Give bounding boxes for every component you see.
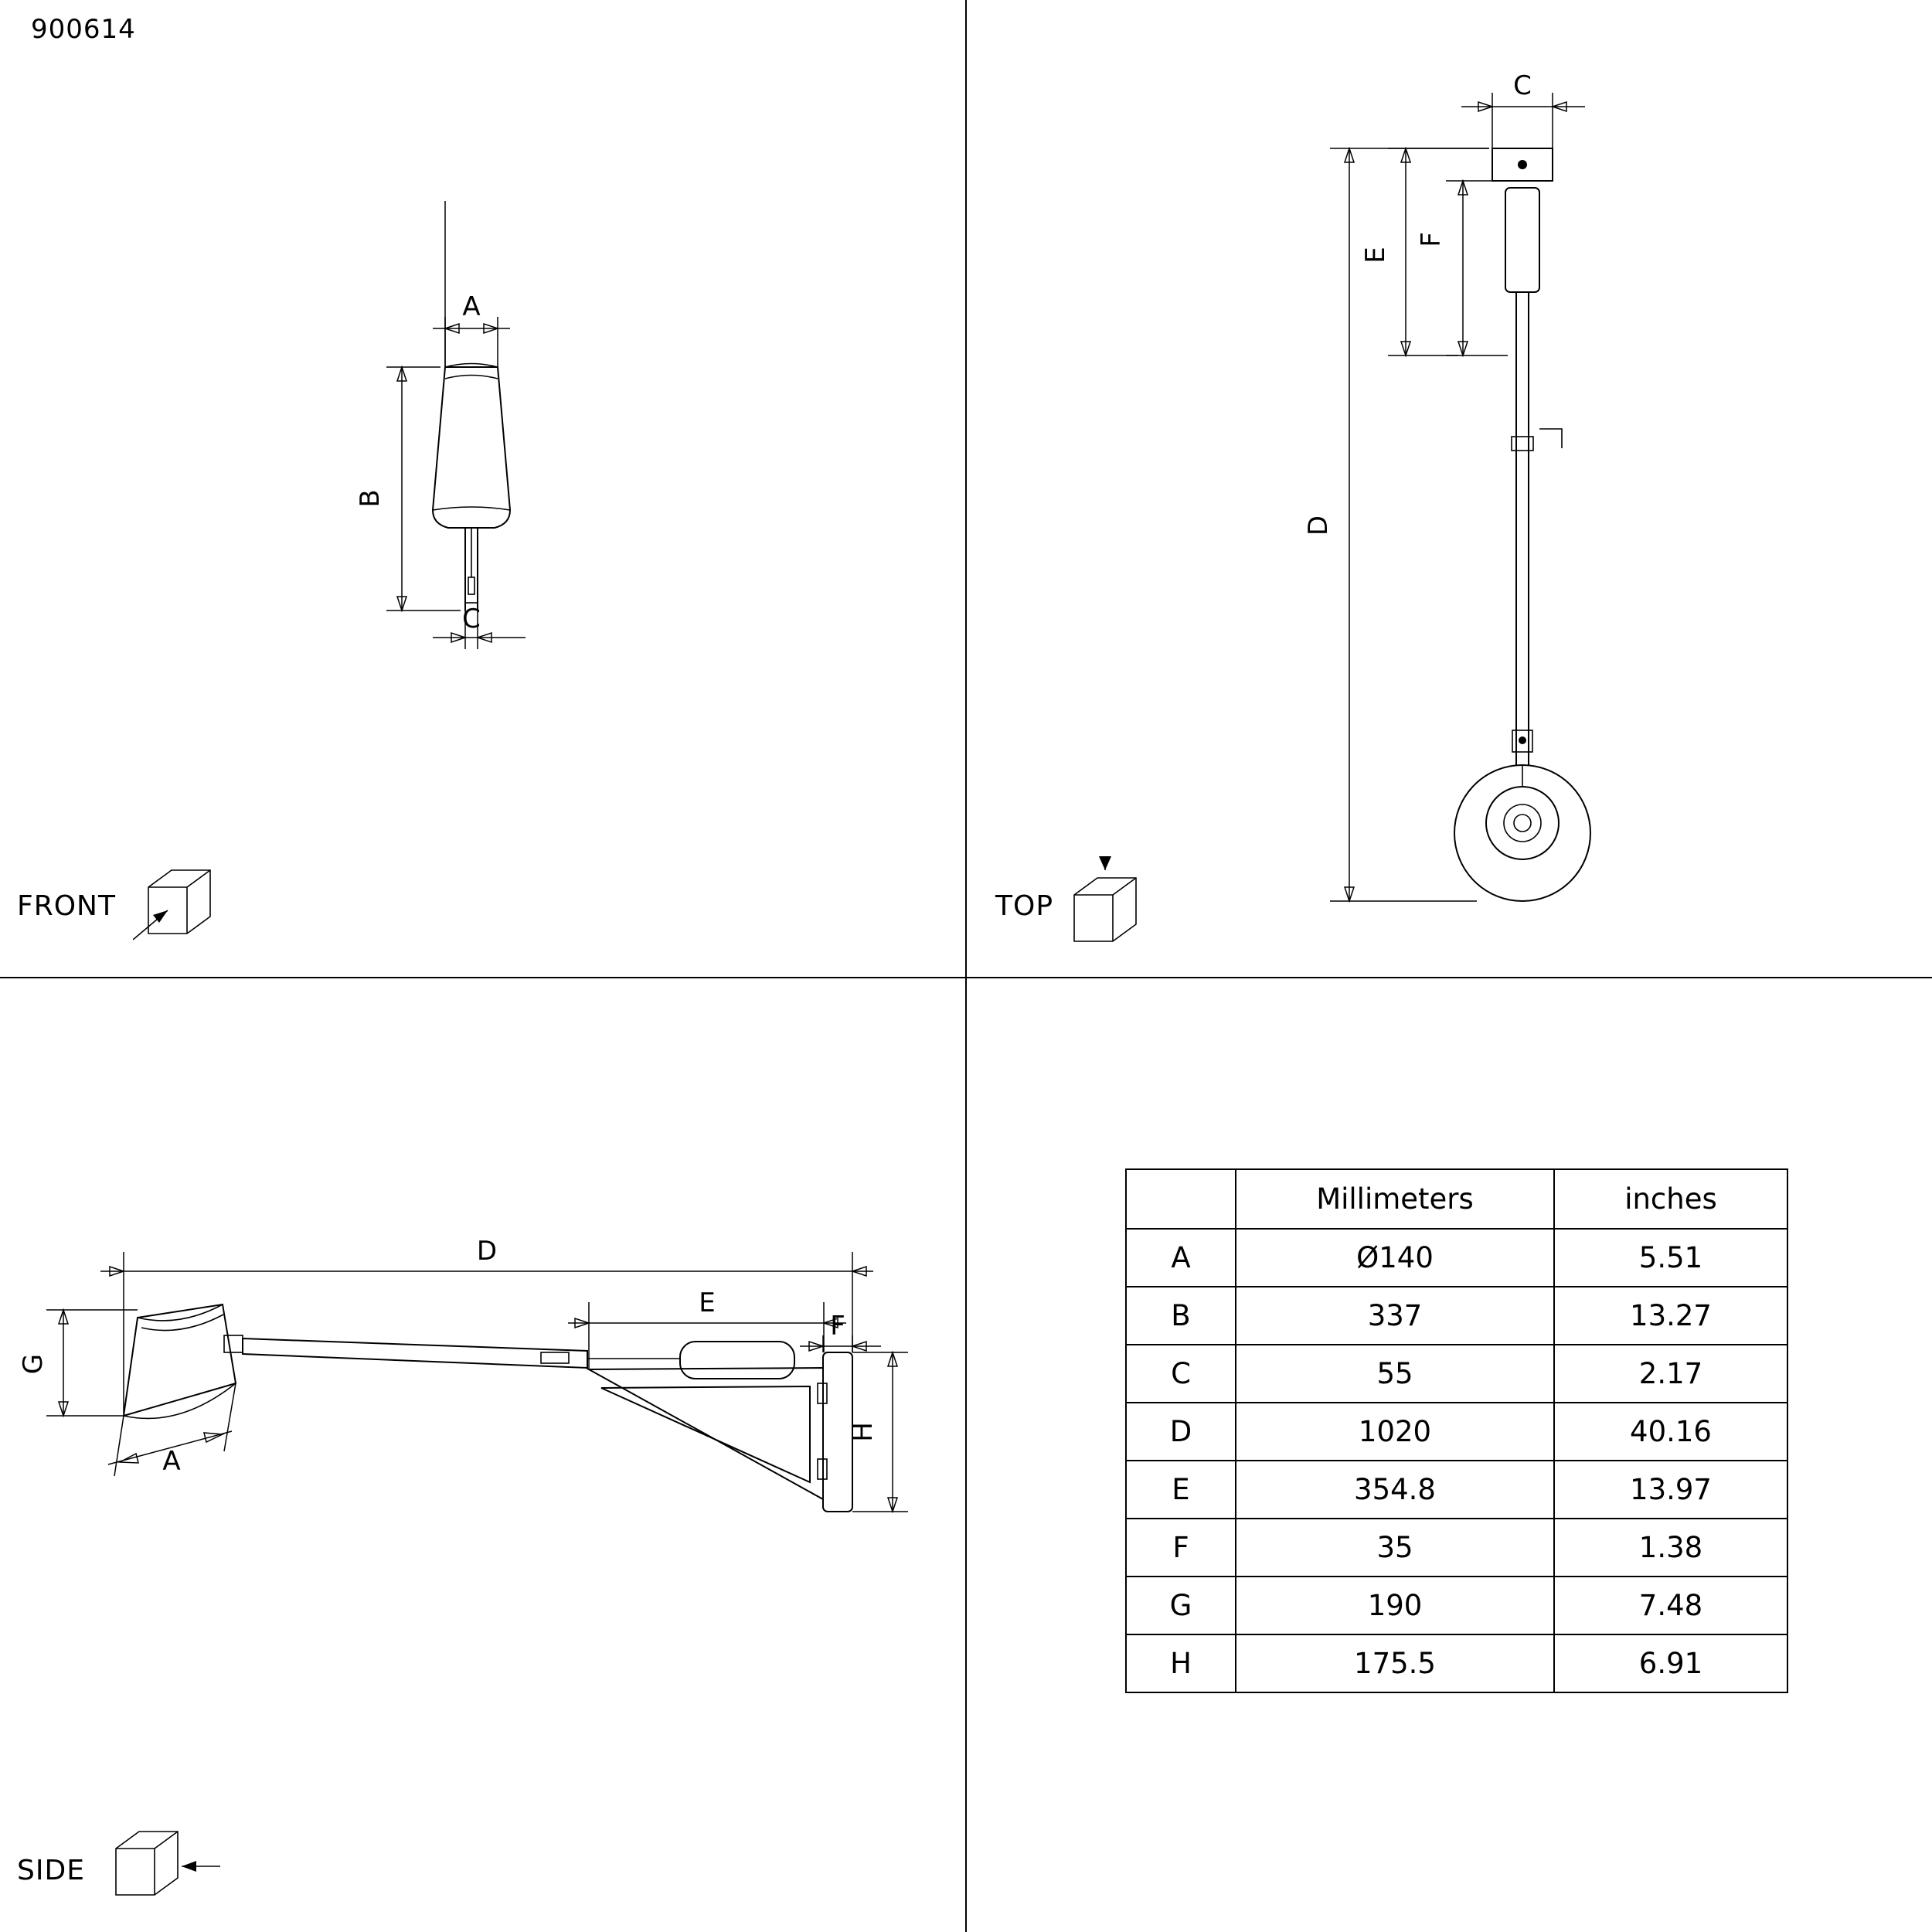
front-view-drawing bbox=[0, 201, 965, 773]
row-in: 6.91 bbox=[1554, 1634, 1787, 1692]
table-row bbox=[1126, 1403, 1787, 1461]
row-mm: 354.8 bbox=[1236, 1461, 1554, 1519]
row-mm: 337 bbox=[1236, 1287, 1554, 1345]
side-dim-f-label: F bbox=[830, 1311, 845, 1342]
row-mm: 55 bbox=[1236, 1345, 1554, 1403]
row-letter: C bbox=[1126, 1345, 1236, 1403]
side-dim-e-label: E bbox=[699, 1287, 716, 1318]
table-header-inches: inches bbox=[1554, 1169, 1787, 1229]
side-dim-d-label: D bbox=[476, 1236, 498, 1267]
front-dim-a-label: A bbox=[462, 291, 481, 322]
horizontal-divider bbox=[0, 977, 1932, 978]
row-in: 5.51 bbox=[1554, 1229, 1787, 1287]
table-header-millimeters: Millimeters bbox=[1236, 1169, 1554, 1229]
table-row bbox=[1126, 1634, 1787, 1692]
side-view-orientation-cube bbox=[108, 1824, 224, 1909]
front-view-label: FRONT bbox=[17, 890, 116, 922]
table-row bbox=[1126, 1461, 1787, 1519]
table-header-row bbox=[1126, 1169, 1787, 1229]
side-dim-g-label: G bbox=[18, 1353, 49, 1375]
top-dim-c-label: C bbox=[1513, 70, 1532, 101]
row-letter: G bbox=[1126, 1577, 1236, 1634]
row-mm: 190 bbox=[1236, 1577, 1554, 1634]
side-dim-a-label: A bbox=[162, 1446, 181, 1477]
row-mm: 1020 bbox=[1236, 1403, 1554, 1461]
front-view-orientation-cube bbox=[133, 856, 226, 949]
table-row bbox=[1126, 1287, 1787, 1345]
row-letter: A bbox=[1126, 1229, 1236, 1287]
top-view-orientation-cube bbox=[1059, 856, 1151, 957]
row-in: 13.27 bbox=[1554, 1287, 1787, 1345]
table-header-blank bbox=[1126, 1169, 1236, 1229]
row-in: 2.17 bbox=[1554, 1345, 1787, 1403]
row-mm: Ø140 bbox=[1236, 1229, 1554, 1287]
row-in: 1.38 bbox=[1554, 1519, 1787, 1577]
row-letter: D bbox=[1126, 1403, 1236, 1461]
side-dim-h-label: H bbox=[848, 1422, 879, 1442]
side-view-label: SIDE bbox=[17, 1855, 85, 1886]
row-mm: 175.5 bbox=[1236, 1634, 1554, 1692]
row-letter: H bbox=[1126, 1634, 1236, 1692]
table-row bbox=[1126, 1229, 1787, 1287]
row-mm: 35 bbox=[1236, 1519, 1554, 1577]
top-dim-f-label: F bbox=[1416, 232, 1447, 247]
row-in: 40.16 bbox=[1554, 1403, 1787, 1461]
row-letter: F bbox=[1126, 1519, 1236, 1577]
row-in: 13.97 bbox=[1554, 1461, 1787, 1519]
front-dim-b-label: B bbox=[355, 489, 386, 508]
top-view-drawing bbox=[967, 46, 1932, 927]
dimension-table bbox=[1125, 1168, 1788, 1693]
top-dim-d-label: D bbox=[1303, 515, 1334, 536]
row-in: 7.48 bbox=[1554, 1577, 1787, 1634]
table-row bbox=[1126, 1519, 1787, 1577]
part-number: 900614 bbox=[31, 14, 136, 45]
table-row bbox=[1126, 1345, 1787, 1403]
row-letter: E bbox=[1126, 1461, 1236, 1519]
top-dim-e-label: E bbox=[1360, 247, 1391, 264]
front-dim-c-label: C bbox=[462, 604, 481, 634]
top-view-label: TOP bbox=[995, 890, 1054, 922]
table-row bbox=[1126, 1577, 1787, 1634]
row-letter: B bbox=[1126, 1287, 1236, 1345]
